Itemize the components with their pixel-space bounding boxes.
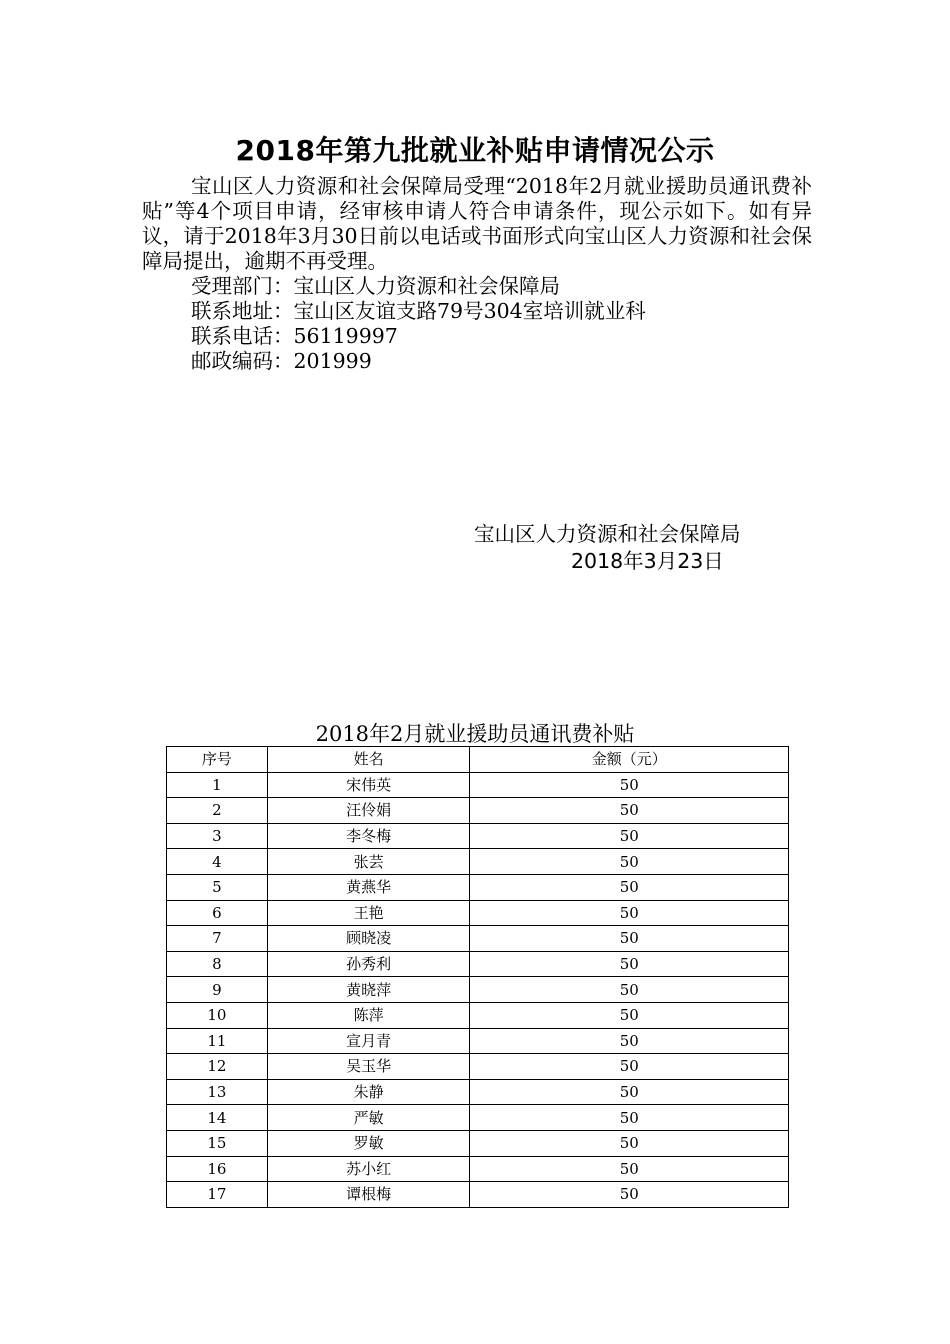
row-amount: 50 (470, 926, 789, 952)
table-row (167, 1002, 789, 1028)
header-amount: 金额（元） (470, 747, 789, 773)
row-index: 2 (167, 798, 268, 824)
table-row (167, 1028, 789, 1054)
table-row (167, 900, 789, 926)
row-amount: 50 (470, 1105, 789, 1131)
table-row (167, 772, 789, 798)
row-name: 苏小红 (267, 1156, 470, 1182)
row-name: 汪伶娟 (267, 798, 470, 824)
table-row (167, 1130, 789, 1156)
signature-org: 宝山区人力资源和社会保障局 (474, 522, 741, 546)
row-amount: 50 (470, 900, 789, 926)
row-index: 16 (167, 1156, 268, 1182)
table-row (167, 1054, 789, 1080)
row-name: 宋伟英 (267, 772, 470, 798)
row-index: 5 (167, 874, 268, 900)
row-amount: 50 (470, 874, 789, 900)
row-name: 孙秀利 (267, 951, 470, 977)
table-row (167, 874, 789, 900)
row-index: 13 (167, 1079, 268, 1105)
row-index: 14 (167, 1105, 268, 1131)
row-amount: 50 (470, 1002, 789, 1028)
header-index: 序号 (167, 747, 268, 773)
row-name: 宣月青 (267, 1028, 470, 1054)
page-title: 2018年第九批就业补贴申请情况公示 (235, 134, 715, 167)
table-row (167, 1182, 789, 1208)
table-row (167, 951, 789, 977)
row-name: 严敏 (267, 1105, 470, 1131)
table-row (167, 926, 789, 952)
row-name: 李冬梅 (267, 823, 470, 849)
row-amount: 50 (470, 823, 789, 849)
row-amount: 50 (470, 772, 789, 798)
row-name: 谭根梅 (267, 1182, 470, 1208)
row-amount: 50 (470, 798, 789, 824)
row-name: 黄晓萍 (267, 977, 470, 1003)
row-index: 8 (167, 951, 268, 977)
row-name: 吴玉华 (267, 1054, 470, 1080)
row-index: 4 (167, 849, 268, 875)
row-amount: 50 (470, 1054, 789, 1080)
table-header-row (167, 747, 789, 773)
notice-paragraph: 宝山区人力资源和社会保障局受理“2018年2月就业援助员通讯费补贴”等4个项目申请，经审核申请人符合申请条件，现公示如下。如有异议，请于2018年3月30日前以电话或书面形式向宝山区人力资源和社会保障局提出，逾期不再受理。 (142, 174, 812, 273)
row-index: 9 (167, 977, 268, 1003)
notice-body (142, 174, 812, 374)
row-amount: 50 (470, 1079, 789, 1105)
row-name: 顾晓凌 (267, 926, 470, 952)
header-name: 姓名 (267, 747, 470, 773)
row-index: 17 (167, 1182, 268, 1208)
row-amount: 50 (470, 1182, 789, 1208)
table-title: 2018年2月就业援助员通讯费补贴 (315, 722, 635, 746)
row-amount: 50 (470, 1028, 789, 1054)
contact-address: 联系地址：宝山区友谊支路79号304室培训就业科 (191, 299, 646, 323)
table-row (167, 1079, 789, 1105)
table-row (167, 1105, 789, 1131)
row-name: 黄燕华 (267, 874, 470, 900)
row-amount: 50 (470, 977, 789, 1003)
row-amount: 50 (470, 849, 789, 875)
row-name: 朱静 (267, 1079, 470, 1105)
signature-date: 2018年3月23日 (571, 549, 724, 573)
contact-postcode: 邮政编码：201999 (191, 349, 372, 373)
table-row (167, 823, 789, 849)
row-amount: 50 (470, 1130, 789, 1156)
table-body (167, 772, 789, 1207)
row-index: 15 (167, 1130, 268, 1156)
row-index: 7 (167, 926, 268, 952)
table-row (167, 798, 789, 824)
row-name: 陈萍 (267, 1002, 470, 1028)
row-index: 1 (167, 772, 268, 798)
row-index: 6 (167, 900, 268, 926)
row-name: 张芸 (267, 849, 470, 875)
table-row (167, 977, 789, 1003)
signature-block (474, 521, 741, 575)
row-index: 10 (167, 1002, 268, 1028)
contact-phone: 联系电话：56119997 (191, 324, 398, 348)
contact-department: 受理部门：宝山区人力资源和社会保障局 (191, 274, 560, 298)
row-name: 王艳 (267, 900, 470, 926)
row-index: 12 (167, 1054, 268, 1080)
row-amount: 50 (470, 951, 789, 977)
table-row (167, 1156, 789, 1182)
row-name: 罗敏 (267, 1130, 470, 1156)
row-amount: 50 (470, 1156, 789, 1182)
table-row (167, 849, 789, 875)
row-index: 3 (167, 823, 268, 849)
row-index: 11 (167, 1028, 268, 1054)
subsidy-table (166, 746, 789, 1208)
